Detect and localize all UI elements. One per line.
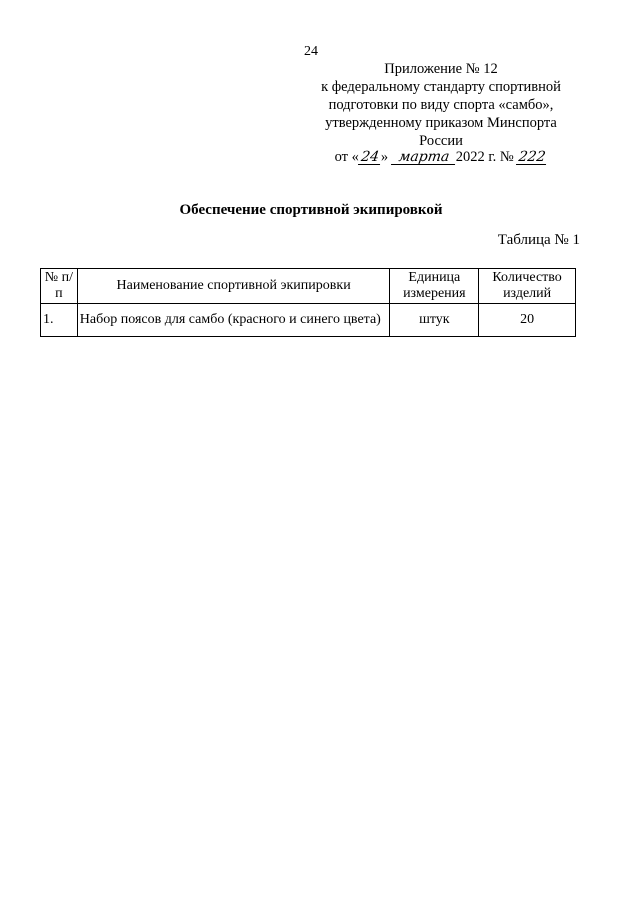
order-day-handwritten: 24 [358, 150, 382, 165]
header-num: № п/п [41, 269, 78, 304]
header-qty: Количество изделий [479, 269, 576, 304]
row-name: Набор поясов для самбо (красного и синего цвета) [77, 304, 390, 337]
equipment-table [40, 268, 576, 337]
table-caption: Таблица № 1 [497, 232, 580, 248]
row-qty: 20 [479, 304, 576, 337]
appendix-line-4: России [419, 133, 463, 149]
header-unit: Единица измерения [390, 269, 479, 304]
document-title: Обеспечение спортивной экипировкой [179, 202, 443, 218]
order-prefix: от « [334, 149, 359, 165]
order-date-line [296, 148, 586, 166]
page-number: 24 [304, 44, 318, 59]
row-num: 1. [41, 304, 78, 337]
order-number-handwritten: 222 [517, 149, 547, 165]
order-month-handwritten: марта [391, 150, 457, 165]
table-row [41, 304, 576, 337]
order-year: 2022 г. № [455, 149, 514, 165]
order-mid: » [380, 149, 389, 165]
appendix-line-1: к федеральному стандарту спортивной [321, 79, 561, 95]
appendix-title: Приложение № 12 [384, 61, 498, 77]
row-unit: штук [390, 304, 479, 337]
table-header-row [41, 269, 576, 304]
header-name: Наименование спортивной экипировки [77, 269, 390, 304]
appendix-block [296, 60, 586, 166]
appendix-line-3: утвержденному приказом Минспорта [325, 115, 557, 131]
appendix-line-2: подготовки по виду спорта «самбо», [328, 97, 554, 113]
